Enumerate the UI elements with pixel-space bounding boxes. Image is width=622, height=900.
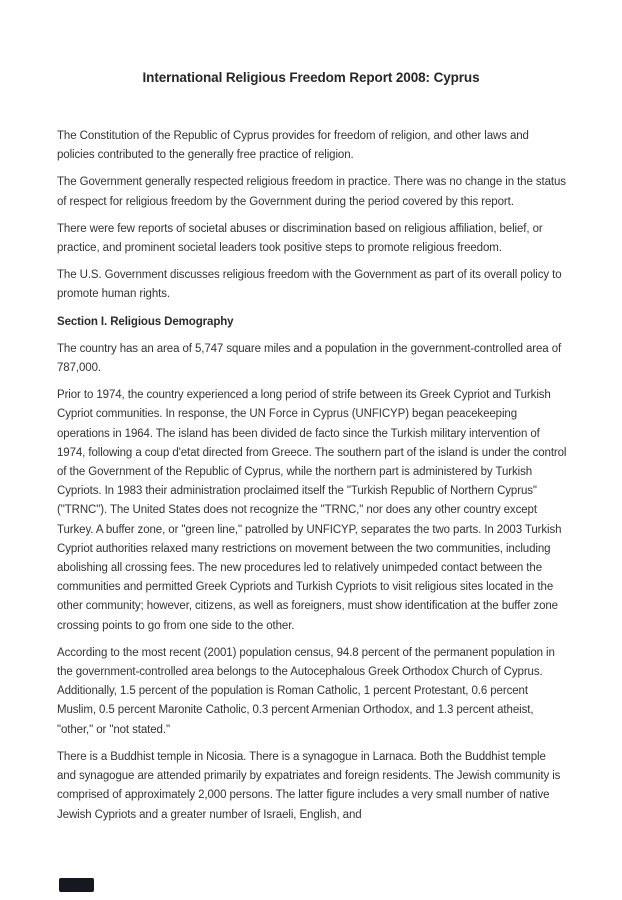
page-title: International Religious Freedom Report 2008: Cyprus: [142, 70, 480, 85]
paragraph: The U.S. Government discusses religious freedom with the Government as part of its overall policy to promote human rights.: [57, 269, 562, 301]
paragraph: According to the most recent (2001) population census, 94.8 percent of the permanent population in the government-controlled area belongs to the Autocephalous Greek Orthodox Church of Cyprus. Additionally, 1.5 percent of the population is Roman Catholic, 1 percent Protestant, 0.6 percent Muslim, 0.5 percent Maronite Catholic, 0.3 percent Armenian Orthodox, and 1.3 percent atheist, "other," or "not stated.": [57, 646, 555, 736]
paragraph: Prior to 1974, the country experienced a long period of strife between its Greek Cypriot and Turkish Cypriot communities. In response, the UN Force in Cyprus (UNFICYP) began peacekeeping operations in 1964. The island has been divided de facto since the Turkish military intervention of 1974, following a coup d'etat directed from Greece. The southern part of the island is under the control of the Government of the Republic of Cyprus, while the northern part is administered by Turkish Cypriots. In 1983 their administration proclaimed itself the "Turkish Republic of Northern Cyprus" ("TRNC"). The United States does not recognize the "TRNC," nor does any other country except Turkey. A buffer zone, or "green line," patrolled by UNFICYP, separates the two parts. In 2003 Turkish Cypriot authorities relaxed many restrictions on movement between the two communities, including abolishing all crossing fees. The new procedures led to relatively unimpeded contact between the communities and permitted Greek Cypriots and Turkish Cypriots to visit religious sites located in the other community; however, citizens, as well as foreigners, must show identification at the buffer zone crossing points to go from one side to the other.: [57, 389, 567, 632]
document-body: [57, 127, 567, 825]
section-heading: Section I. Religious Demography: [57, 315, 234, 328]
paragraph: There were few reports of societal abuses or discrimination based on religious affiliation, belief, or practice, and prominent societal leaders took positive steps to promote religious freedom.: [57, 222, 543, 255]
partial-dark-element: [59, 878, 94, 892]
paragraph: There is a Buddhist temple in Nicosia. There is a synagogue in Larnaca. Both the Buddhist temple and synagogue are attended primarily by expatriates and foreign residents. The Jewish community is comprised of approximately 2,000 persons. The latter figure includes a very small number of native Jewish Cypriots and a greater number of Israeli, English, and: [57, 750, 561, 821]
paragraph: The Government generally respected religious freedom in practice. There was no change in the status of respect for religious freedom by the Government during the period covered by this report.: [57, 176, 566, 208]
paragraph: The country has an area of 5,747 square miles and a population in the government-controlled area of 787,000.: [57, 342, 562, 375]
paragraph: The Constitution of the Republic of Cyprus provides for freedom of religion, and other laws and policies contributed to the generally free practice of religion.: [57, 130, 529, 162]
